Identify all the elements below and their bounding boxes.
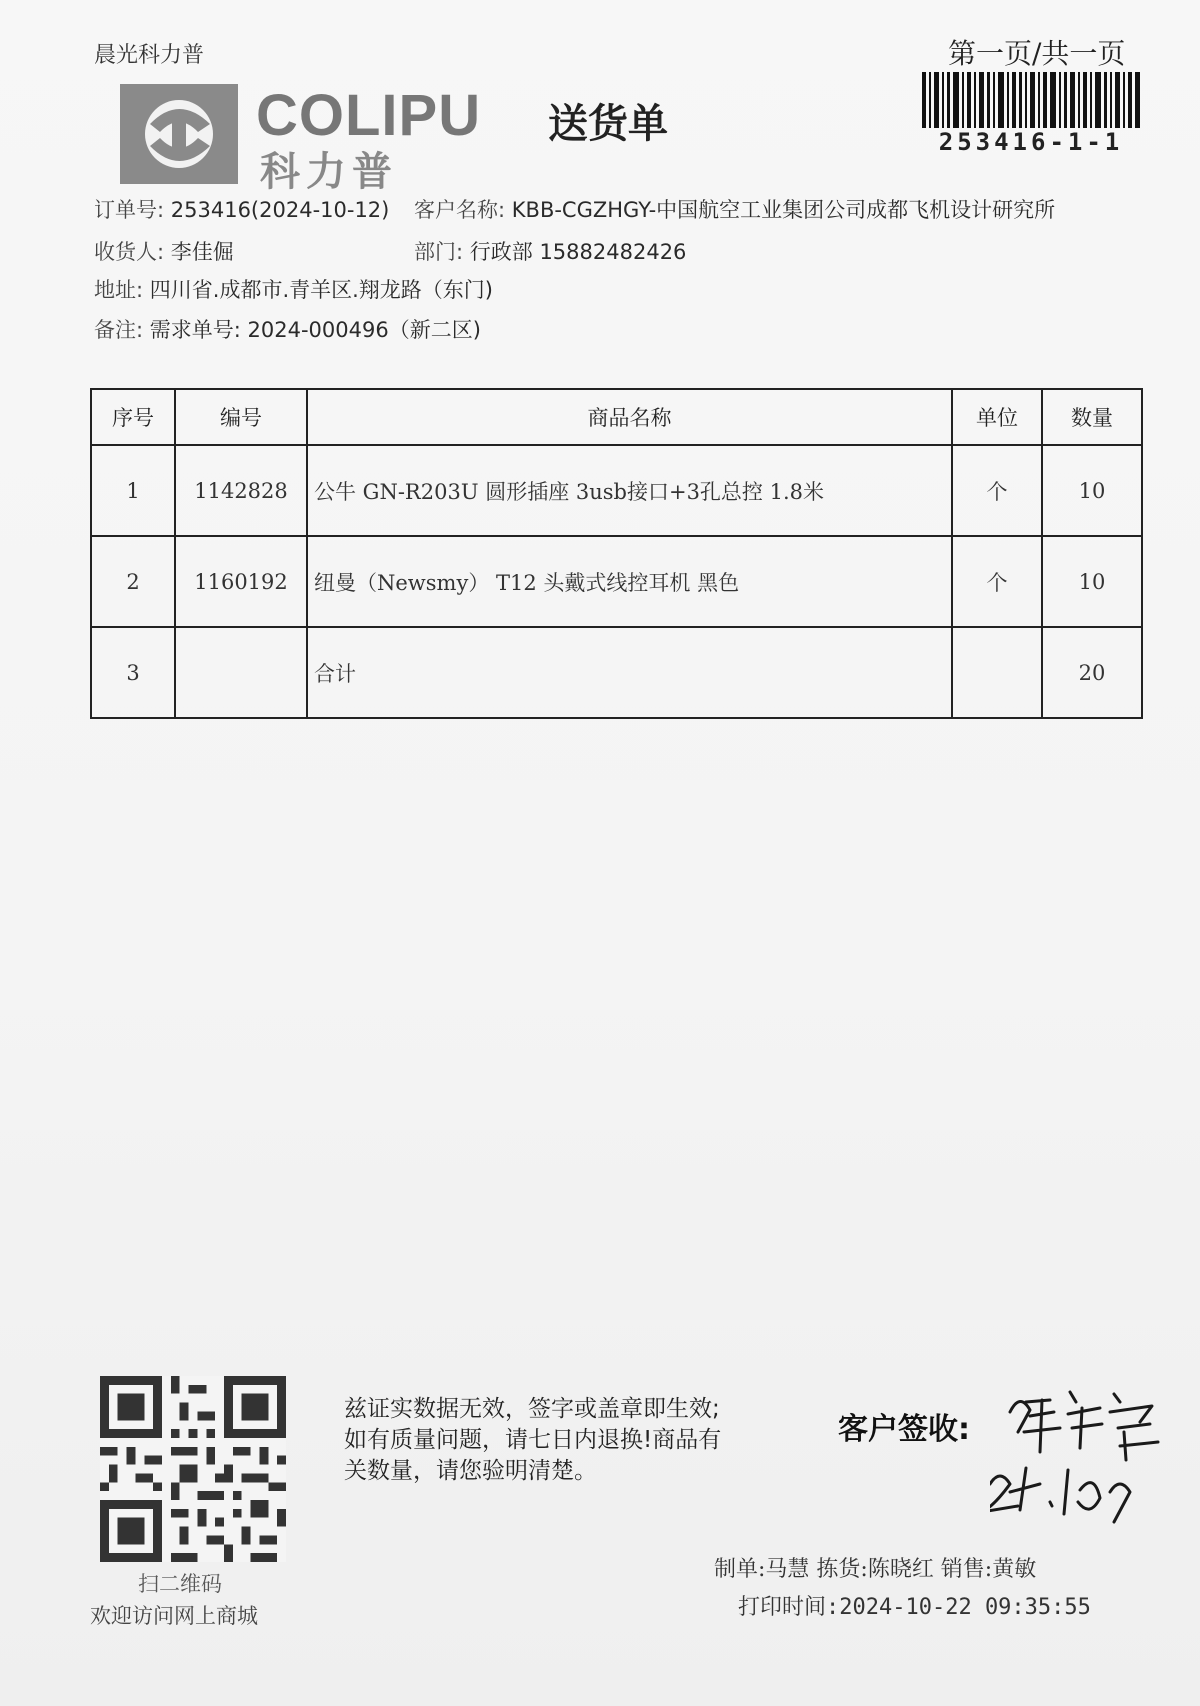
page-indicator: 第一页/共一页 [948, 37, 1126, 70]
row-code [175, 627, 307, 718]
table-row-total [91, 627, 1142, 718]
remark-label: 备注: [94, 318, 144, 342]
remark-line [94, 314, 481, 344]
row-quantity: 10 [1042, 445, 1142, 536]
notice-line: 关数量，请您验明清楚。 [344, 1458, 597, 1484]
header-code: 编号 [175, 389, 307, 445]
receiver-name: 李佳倔 [170, 240, 234, 264]
staff-line: 制单:马慧 拣货:陈晓红 销售:黄敏 [714, 1557, 1037, 1582]
customer-label: 客户名称: [414, 198, 506, 222]
logo-text-cn: 科力普 [260, 149, 398, 195]
receiver-label: 收货人: [94, 240, 165, 264]
row-quantity: 20 [1042, 627, 1142, 718]
document-title: 送货单 [548, 101, 668, 147]
row-index: 2 [91, 536, 175, 627]
table-header-row [91, 389, 1142, 445]
receiver-line [94, 236, 234, 266]
row-product-name: 公牛 GN-R203U 圆形插座 3usb接口+3孔总控 1.8米 [307, 445, 952, 536]
table-row [91, 536, 1142, 627]
notice-text [344, 1394, 784, 1487]
row-unit: 个 [952, 445, 1042, 536]
table-row [91, 445, 1142, 536]
row-unit [952, 627, 1042, 718]
notice-line: 兹证实数据无效，签字或盖章即生效; [344, 1396, 720, 1422]
row-quantity: 10 [1042, 536, 1142, 627]
row-product-name: 纽曼（Newsmy） T12 头戴式线控耳机 黑色 [307, 536, 952, 627]
department-line [414, 236, 686, 266]
row-product-name: 合计 [307, 627, 952, 718]
barcode-number: 253416-1-1 [938, 128, 1124, 156]
row-unit: 个 [952, 536, 1042, 627]
company-name: 晨光科力普 [94, 43, 205, 68]
barcode-icon [922, 72, 1140, 128]
remark: 需求单号: 2024-000496（新二区) [149, 318, 481, 342]
colipu-logo-icon [120, 84, 238, 184]
row-index: 1 [91, 445, 175, 536]
header-index: 序号 [91, 389, 175, 445]
row-index: 3 [91, 627, 175, 718]
qr-code-icon[interactable] [100, 1376, 286, 1562]
department: 行政部 15882482426 [469, 240, 687, 264]
customer-sign-label: 客户签收: [838, 1412, 970, 1447]
order-number-line [94, 194, 389, 224]
qr-caption-scan: 扫二维码 [138, 1572, 222, 1596]
logo-text-en: COLIPU [256, 83, 482, 148]
address-line [94, 274, 493, 304]
header-unit: 单位 [952, 389, 1042, 445]
handwritten-signature [990, 1372, 1180, 1552]
print-time: 打印时间:2024-10-22 09:35:55 [738, 1595, 1091, 1620]
customer-name: KBB-CGZHGY-中国航空工业集团公司成都飞机设计研究所 [511, 198, 1056, 222]
qr-caption-mall: 欢迎访问网上商城 [90, 1604, 258, 1628]
items-table [90, 388, 1143, 719]
address-label: 地址: [94, 278, 144, 302]
row-code: 1142828 [175, 445, 307, 536]
customer-line [414, 194, 1055, 224]
notice-line: 如有质量问题，请七日内退换!商品有 [344, 1427, 722, 1453]
order-number: 253416(2024-10-12) [170, 198, 390, 222]
header-product-name: 商品名称 [307, 389, 952, 445]
row-code: 1160192 [175, 536, 307, 627]
address: 四川省.成都市.青羊区.翔龙路（东门) [149, 278, 493, 302]
department-label: 部门: [414, 240, 464, 264]
order-number-label: 订单号: [94, 198, 165, 222]
header-quantity: 数量 [1042, 389, 1142, 445]
